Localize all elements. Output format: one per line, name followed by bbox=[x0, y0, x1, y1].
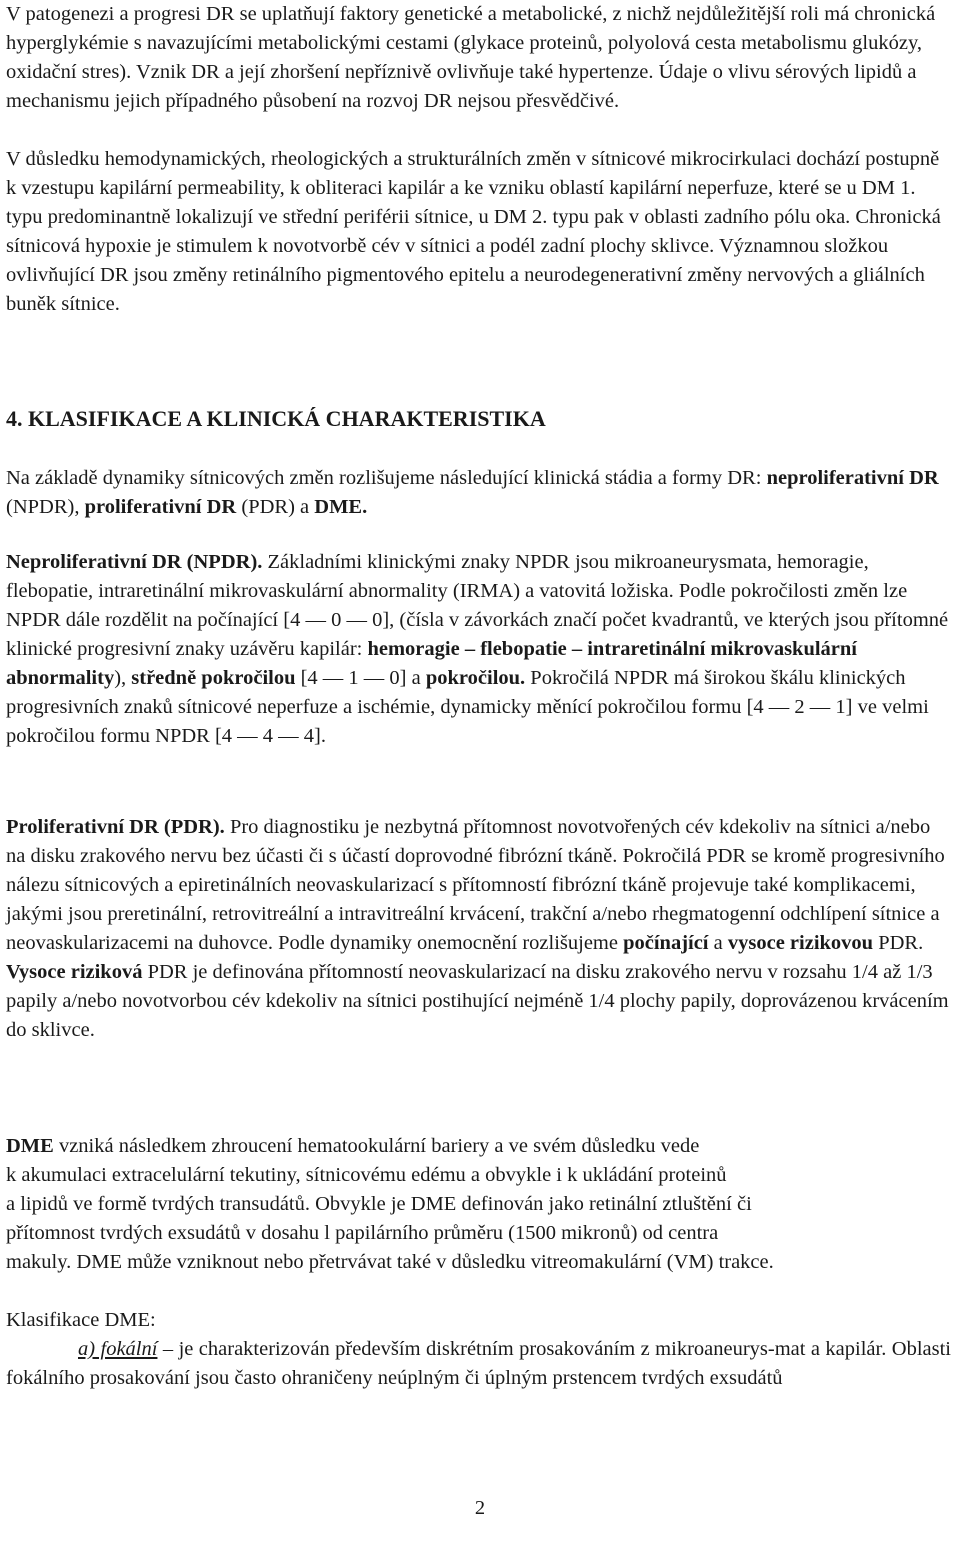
dme-line-2: k akumulaci extracelulární tekutiny, sítnicovému edému a obvykle i k ukládání proteinů bbox=[6, 1164, 727, 1186]
pdr-bold-initial: počínající bbox=[623, 932, 709, 954]
paragraph-pdr bbox=[6, 813, 951, 1045]
pdr-title: Proliferativní DR (PDR). bbox=[6, 816, 225, 838]
npdr-text-3: [4 — 1 — 0] a bbox=[300, 667, 421, 689]
page-number: 2 bbox=[474, 1497, 486, 1519]
dme-line-1-text: vzniká následkem zhroucení hematookulární bariery a ve svém důsledku vede bbox=[58, 1135, 700, 1157]
pdr-text-2: a bbox=[713, 932, 723, 954]
dme-term: DME. bbox=[314, 496, 368, 518]
dme-focal-item bbox=[6, 1335, 951, 1393]
paragraph-dme-classification bbox=[6, 1306, 951, 1393]
dme-line-5: makuly. DME může vzniknout nebo přetrvávat také v důsledku vitreomakulární (VM) trakce. bbox=[6, 1251, 774, 1273]
focal-label: a) fokální bbox=[78, 1338, 158, 1360]
dme-classification-title: Klasifikace DME: bbox=[6, 1309, 156, 1331]
focal-text: – je charakterizován především diskrétním prosakováním z mikroaneurys-mat a kapilár. Oblasti fokálního prosakování jsou často ohraničeny neúplným či úplným prstencem tvrdých exsudátů bbox=[6, 1338, 951, 1389]
dme-line-1 bbox=[6, 1132, 951, 1161]
npdr-bold-signs: hemoragie – flebopatie – intraretinální mikrovaskulární abnormality bbox=[6, 638, 857, 689]
pdr-text-3: PDR. bbox=[878, 932, 924, 954]
npdr-bold-moderate: středně pokročilou bbox=[131, 667, 296, 689]
npdr-text-2: ), bbox=[114, 667, 127, 689]
paragraph-dme bbox=[6, 1132, 951, 1277]
npdr-title: Neproliferativní DR (NPDR). bbox=[6, 551, 263, 573]
dme-line-3: a lipidů ve formě tvrdých transudátů. Obvykle je DME definován jako retinální ztluštění či bbox=[6, 1193, 752, 1215]
intro-text: Na základě dynamiky sítnicových změn rozlišujeme následující klinická stádia a formy DR: bbox=[6, 467, 762, 489]
pdr-bold-highrisk-2: Vysoce riziková bbox=[6, 961, 143, 983]
npdr-text-1: Základními klinickými znaky NPDR jsou mikroaneurysmata, hemoragie, flebopatie, intraretinální mikrovaskulární abnormality (IRMA) a vatovitá ložiska. Podle pokročilosti změn lze NPDR dále rozdělit na počínající [4 — 0 — 0], (čísla v závorkách značí počet kvadrantů, ve kterých jsou přítomné klinické progresivní znaky uzávěru kapilár: bbox=[6, 551, 949, 660]
pdr-abbr: (PDR) a bbox=[241, 496, 310, 518]
npdr-text-4: Pokročilá NPDR má širokou škálu klinických progresivních znaků sítnicové neperfuze a ischémie, dynamicky měnící pokročilou formu [4 — 2 — 1] ve velmi pokročilou formu NPDR [4 — 4 — 4]. bbox=[6, 667, 929, 747]
npdr-abbr: (NPDR), bbox=[6, 496, 80, 518]
paragraph-pathogenesis: V patogenezi a progresi DR se uplatňují faktory genetické a metabolické, z nichž nejdůležitější roli má chronická hyperglykémie s navazujícími metabolickými cestami (glykace proteinů, polyolová cesta metabolismu glukózy, oxidační stres). Vznik DR a její zhoršení nepříznivě ovlivňuje také hypertenze. Údaje o vlivu sérových lipidů a mechanismu jejich případného působení na rozvoj DR nejsou přesvědčivé. bbox=[6, 3, 936, 112]
pdr-bold-highrisk: vysoce rizikovou bbox=[727, 932, 874, 954]
npdr-term: neproliferativní DR bbox=[766, 467, 939, 489]
pdr-text-1: Pro diagnostiku je nezbytná přítomnost novotvořených cév kdekoliv na sítnici a/nebo na disku zrakového nervu bez účasti či s účastí doprovodné fibrózní tkáně. Pokročilá PDR se kromě progresivního nálezu sítnicových a epiretinálních neovaskularizací s přítomností fibrózní tkáně projevuje také komplikacemi, jakými jsou preretinální, retrovitreální a intravitreální krvácení, trakční a/nebo rhegmatogenní odchlípení sítnice a neovaskularizacemi na duhovce. Podle dynamiky onemocnění rozlišujeme bbox=[6, 816, 945, 954]
dme-bold: DME bbox=[6, 1135, 54, 1157]
dme-line-4: přítomnost tvrdých exsudátů v dosahu l papilárního průměru (1500 mikronů) od centra bbox=[6, 1222, 719, 1244]
paragraph-classification-intro bbox=[6, 464, 951, 522]
paragraph-hemodynamics: V důsledku hemodynamických, rheologických a strukturálních změn v sítnicové mikrocirkulaci dochází postupně k vzestupu kapilární permeability, k obliteraci kapilár a ke vzniku oblastí kapilární neperfuze, které se u DM 1. typu predominantně lokalizují ve střední periférii sítnice, u DM 2. typu pak v oblasti zadního pólu oka. Chronická sítnicová hypoxie je stimulem k novotvorbě cév v sítnici a podél zadní plochy sklivce. Významnou složkou ovlivňující DR jsou změny retinálního pigmentového epitelu a neurodegenerativní změny nervových a gliálních buněk sítnice. bbox=[6, 148, 941, 315]
section-heading: 4. KLASIFIKACE A KLINICKÁ CHARAKTERISTIKA bbox=[6, 406, 546, 431]
paragraph-npdr bbox=[6, 548, 951, 751]
npdr-bold-advanced: pokročilou. bbox=[425, 667, 526, 689]
pdr-text-4: PDR je definována přítomností neovaskularizací na disku zrakového nervu v rozsahu 1/4 až 1/3 papily a/nebo novotvorbou cév kdekoliv na sítnici postihující nejméně 1/4 plochy papily, doprovázenou krvácením do sklivce. bbox=[6, 961, 949, 1041]
pdr-term: proliferativní DR bbox=[84, 496, 237, 518]
